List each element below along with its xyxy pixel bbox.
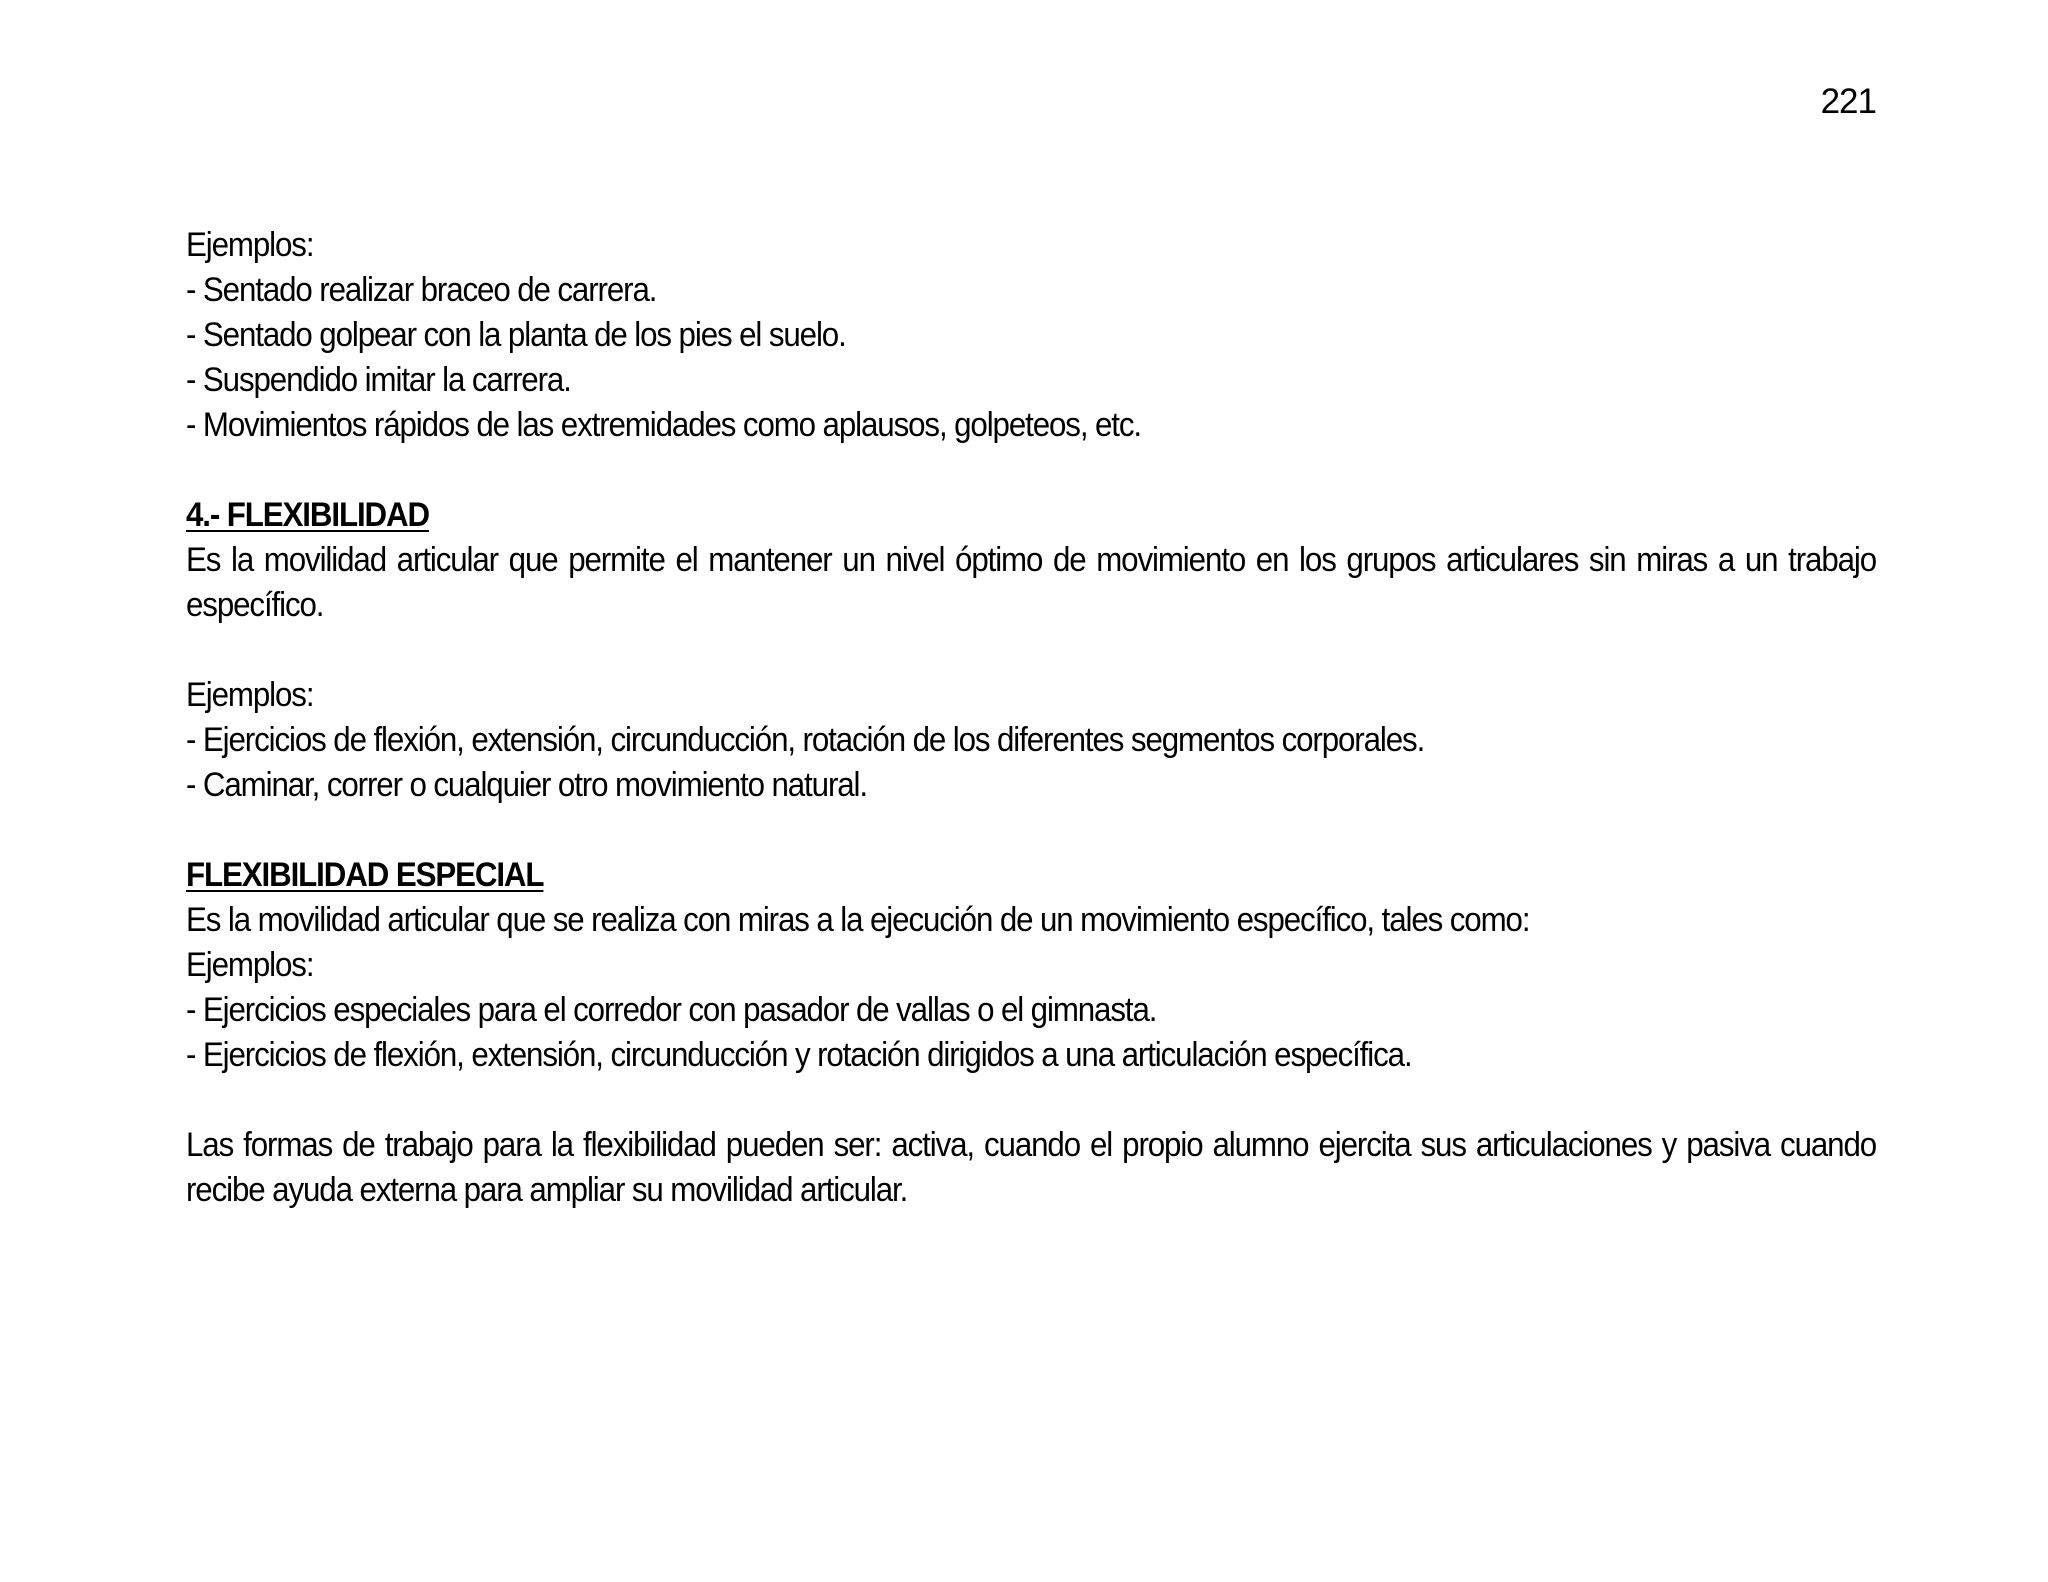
examples-intro: Ejemplos: [186,676,314,714]
spacer [186,628,1876,673]
spacer [186,1078,1876,1123]
section-flexibilidad-especial [186,853,1876,1078]
list-item: - Movimientos rápidos de las extremidades como aplausos, golpeteos, etc. [186,406,1142,444]
closing-paragraph: Las formas de trabajo para la flexibilidad pueden ser: activa, cuando el propio alumno ejercita sus articulaciones y pasiva cuando recibe ayuda externa para ampliar su movilidad articular. [186,1126,1877,1209]
list-item: - Sentado golpear con la planta de los pies el suelo. [186,316,846,354]
page-number: 221 [1820,82,1876,121]
spacer [186,808,1876,853]
section-paragraph: Es la movilidad articular que permite el mantener un nivel óptimo de movimiento en los grupos articulares sin miras a un trabajo específico. [186,541,1877,624]
section-heading: 4.- FLEXIBILIDAD [186,496,430,534]
spacer [186,448,1876,493]
examples-intro: Ejemplos: [186,226,314,264]
list-item: - Sentado realizar braceo de carrera. [186,271,657,309]
examples-intro: Ejemplos: [186,946,314,984]
list-item: - Ejercicios de flexión, extensión, circunducción, rotación de los diferentes segmentos corporales. [186,721,1425,759]
examples-block-1 [186,223,1876,448]
page-content [186,223,1876,1213]
section-flexibilidad [186,493,1876,808]
section-heading: FLEXIBILIDAD ESPECIAL [186,856,544,894]
list-item: - Caminar, correr o cualquier otro movimiento natural. [186,766,867,804]
section-paragraph: Es la movilidad articular que se realiza con miras a la ejecución de un movimiento específico, tales como: [186,901,1530,939]
list-item: - Suspendido imitar la carrera. [186,361,571,399]
list-item: - Ejercicios de flexión, extensión, circunducción y rotación dirigidos a una articulación específica. [186,1036,1412,1074]
list-item: - Ejercicios especiales para el corredor con pasador de vallas o el gimnasta. [186,991,1157,1029]
